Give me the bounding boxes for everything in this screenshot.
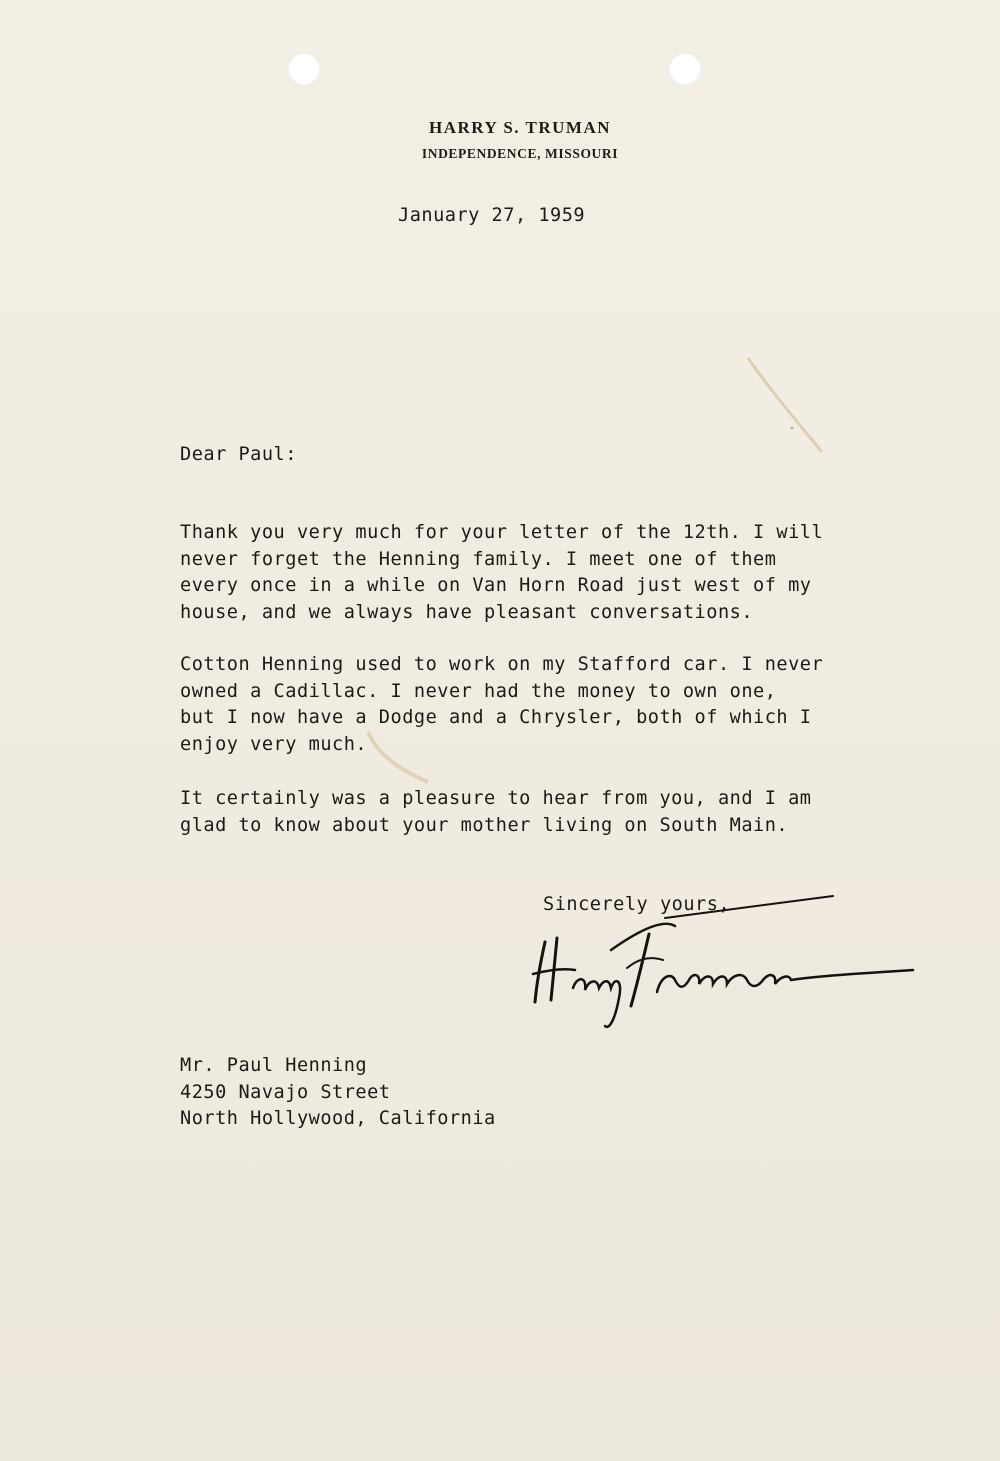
letterhead-place: INDEPENDENCE, MISSOURI <box>421 146 619 161</box>
paragraph-line: but I now have a Dodge and a Chrysler, both of which I <box>180 707 812 728</box>
signature <box>515 880 935 1040</box>
letterhead-name: HARRY S. TRUMAN <box>429 118 611 137</box>
paragraph-2 <box>180 652 823 758</box>
address-line: North Hollywood, California <box>180 1108 496 1129</box>
paragraph-line: house, and we always have pleasant conversations. <box>180 601 754 623</box>
salutation: Dear Paul: <box>180 444 297 465</box>
paragraph-line: glad to know about your mother living on South Main. <box>180 814 789 836</box>
recipient-address <box>180 1053 496 1133</box>
paragraph-line: Thank you very much for your letter of the 12th. I will <box>180 522 824 543</box>
punch-hole-right <box>668 52 702 86</box>
paragraph-line: Cotton Henning used to work on my Stafford car. I never <box>180 654 824 675</box>
address-line: 4250 Navajo Street <box>180 1081 391 1103</box>
paragraph-3 <box>180 786 812 839</box>
address-line: Mr. Paul Henning <box>180 1055 368 1076</box>
paragraph-line: owned a Cadillac. I never had the money to own one, <box>180 680 777 702</box>
paragraph-line: never forget the Henning family. I meet one of them <box>180 548 777 570</box>
paragraph-line: enjoy very much. <box>180 733 368 755</box>
punch-hole-left <box>287 52 321 86</box>
paragraph-line: It certainly was a pleasure to hear from you, and I am <box>180 788 812 809</box>
letter-date: January 27, 1959 <box>398 205 586 226</box>
paragraph-line: every once in a while on Van Horn Road just west of my <box>180 575 812 596</box>
paragraph-1 <box>180 520 823 626</box>
closing: Sincerely yours, <box>543 894 731 915</box>
